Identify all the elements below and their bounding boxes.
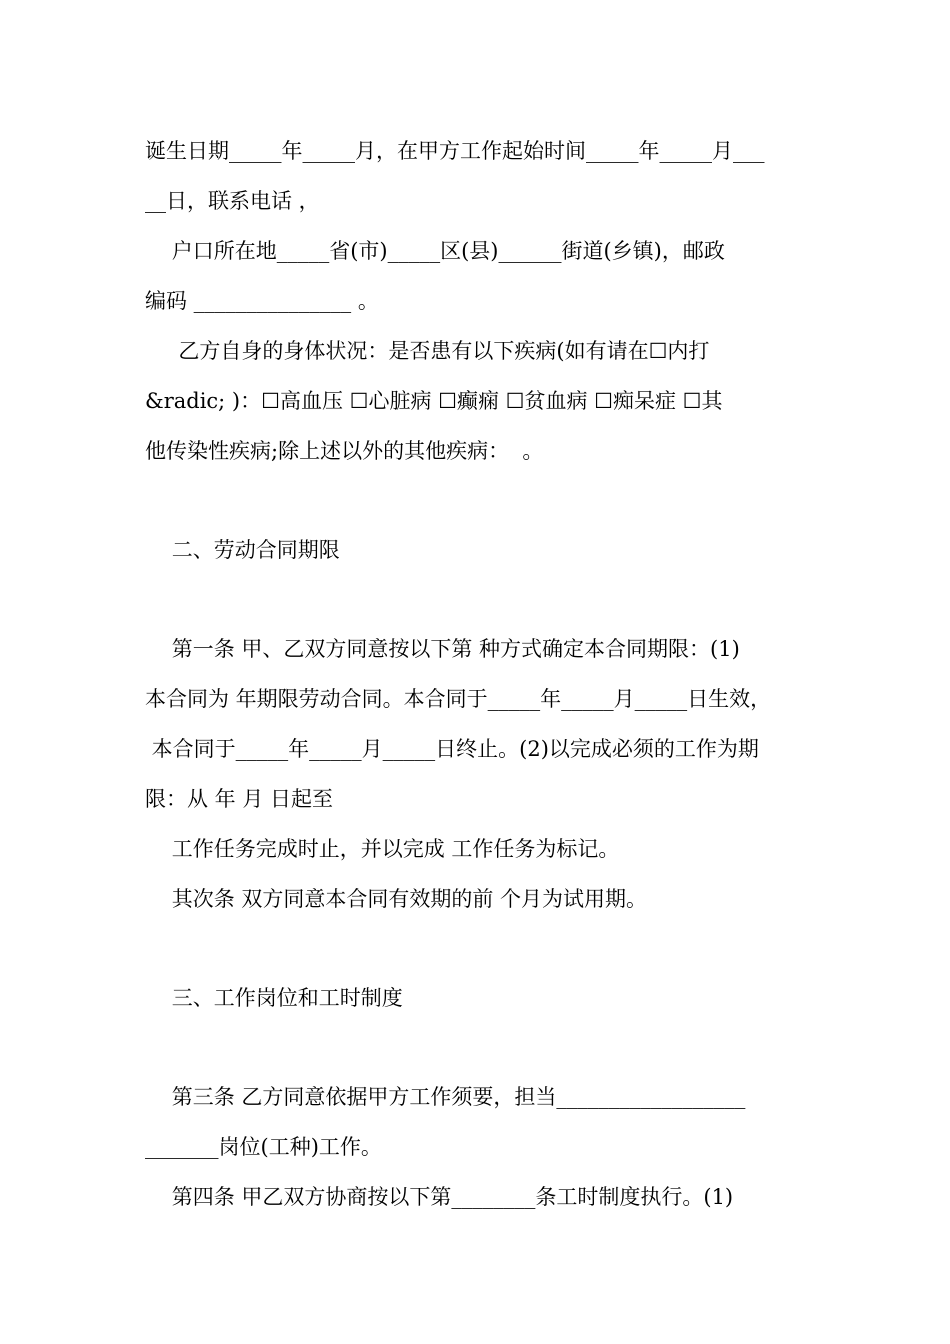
- article-two-probation-line: 其次条 双方同意本合同有效期的前 个月为试用期。: [145, 887, 648, 911]
- article-one-effective-line: 本合同为 年期限劳动合同。本合同于_____年_____月_____日生效，: [145, 687, 772, 711]
- disease-options-line: &radic; )：☐高血压 ☐心脏病 ☐癫痫 ☐贫血病 ☐痴呆症 ☐其: [145, 389, 723, 413]
- birth-date-line: 诞生日期_____年_____月，在甲方工作起始时间_____年_____月___: [145, 139, 765, 163]
- article-one-termination-line: 本合同于_____年_____月_____日终止。(2)以完成必须的工作为期: [145, 737, 759, 761]
- phone-line: __日，联系电话 ，: [145, 189, 320, 213]
- article-three-line: 第三条 乙方同意依据甲方工作须要，担当__________________: [145, 1085, 746, 1109]
- health-status-line: 乙方自身的身体状况：是否患有以下疾病(如有请在☐内打: [145, 339, 710, 363]
- article-three-position-line: _______岗位(工种)工作。: [145, 1135, 382, 1159]
- article-four-line: 第四条 甲乙双方协商按以下第________条工时制度执行。(1): [145, 1185, 734, 1209]
- section-heading-contract-term: 二、劳动合同期限: [145, 538, 340, 562]
- section-heading-job-hours: 三、工作岗位和工时制度: [145, 986, 403, 1010]
- household-register-line: 户口所在地_____省(市)_____区(县)______街道(乡镇)，邮政: [145, 239, 725, 263]
- other-disease-line: 他传染性疾病;除上述以外的其他疾病： 。: [145, 439, 544, 463]
- article-one-line: 第一条 甲、乙双方同意按以下第 种方式确定本合同期限：(1): [145, 637, 740, 661]
- article-one-task-line: 工作任务完成时止，并以完成 工作任务为标记。: [145, 837, 620, 861]
- article-one-period-line: 限：从 年 月 日起至: [145, 787, 334, 811]
- postal-code-line: 编码 _______________ 。: [145, 289, 379, 313]
